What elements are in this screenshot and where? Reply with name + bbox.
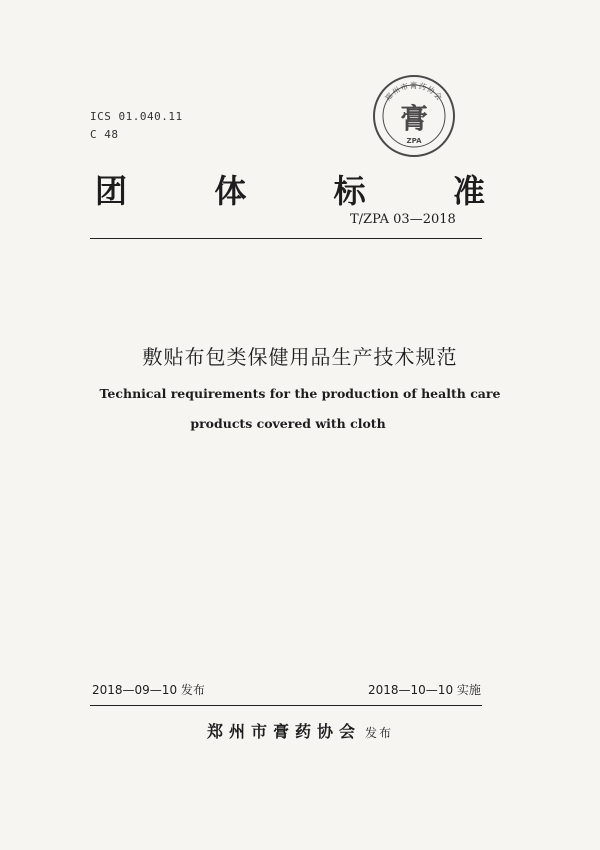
- standard-type-char: 团: [95, 172, 128, 210]
- top-divider: [90, 238, 482, 239]
- standard-type-char: 体: [214, 172, 247, 210]
- issuer-line: [0, 719, 600, 742]
- issue-date: 2018—09—10 发布: [92, 683, 205, 697]
- title-english-line2: products covered with cloth: [190, 416, 386, 431]
- standard-code: T/ZPA 03—2018: [350, 212, 456, 227]
- title-chinese: 敷贴布包类保健用品生产技术规范: [142, 345, 458, 369]
- issuer-suffix: 发布: [365, 726, 394, 740]
- standard-type-char: 标: [333, 172, 366, 210]
- standard-type-char: 准: [452, 172, 485, 210]
- standard-type-heading: [95, 166, 485, 212]
- seal-bottom-text: ZPA: [406, 137, 422, 145]
- seal-center-glyph: 膏: [399, 102, 429, 135]
- seal-top-text: 郑州市膏药协会: [383, 81, 445, 103]
- ccs-code: C 48: [90, 128, 119, 141]
- ics-code: ICS 01.040.11: [90, 110, 183, 123]
- issuer-organization: 郑州市膏药协会: [206, 722, 361, 741]
- title-english-line1: Technical requirements for the production of health care: [99, 386, 501, 401]
- association-seal: [372, 74, 456, 158]
- bottom-divider: [90, 705, 482, 706]
- implementation-date: 2018—10—10 实施: [368, 683, 481, 697]
